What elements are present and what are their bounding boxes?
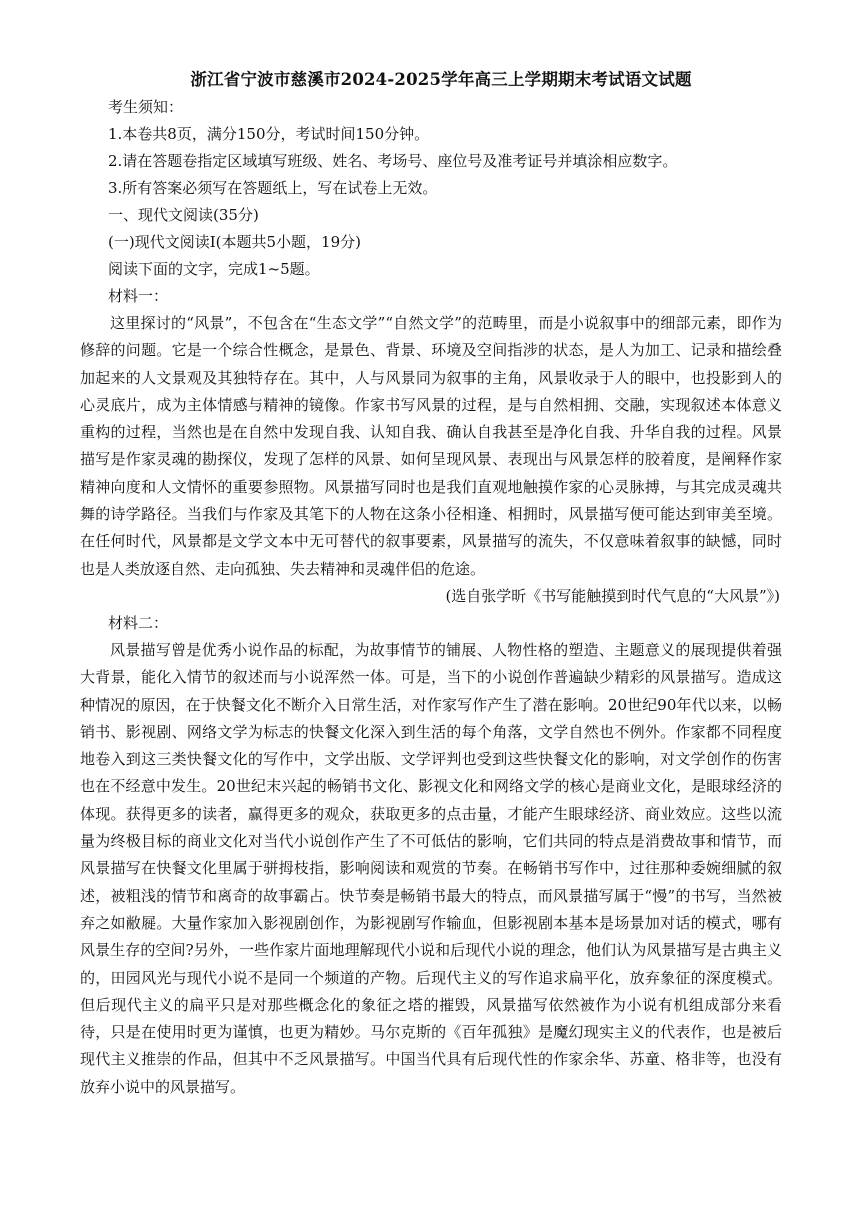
notice-heading: 考生须知： [108, 98, 184, 116]
notice-item-2: 2.请在答题卷指定区域填写班级、姓名、考场号、座位号及准考证号并填涂相应数字。 [108, 152, 678, 170]
subsection-heading: (一)现代文阅读Ⅰ(本题共5小题，19分) [108, 233, 361, 251]
reading-instruction: 阅读下面的文字，完成1~5题。 [108, 260, 320, 278]
material-one-label: 材料一： [108, 287, 169, 305]
material-two-label: 材料二： [108, 613, 169, 632]
material-one-text: 这里探讨的“风景”，不包含在“生态文学”“自然文学”的范畴里，而是小说叙事中的细部元素，即作为修辞的问题。它是一个综合性概念，是景色、背景、环境及空间指涉的状态，是人为加工、记录和描绘叠加起来的人文景观及其独特存在。其中，人与风景同为叙事的主角，风景收录于人的眼中，也投影到人的心灵底片，成为主体情感与精神的镜像。作家书写风景的过程，是与自然相拥、交融，实现叙述本体意义重构的过程，当然也是在自然中发现自我、认知自我、确认自我甚至是净化自我、升华自我的过程。风景描写是作家灵魂的勘探仪，发现了怎样的风景、如何呈现风景、表现出与风景怎样的胶着度，是阐释作家精神向度和人文情怀的重要参照物。风景描写同时也是我们直观地触摸作家的心灵脉搏，与其完成灵魂共舞的诗学路径。当我们与作家及其笔下的人物在这条小径相逢、相拥时，风景描写便可能达到审美至境。在任何时代，风景都是文学文本中无可替代的叙事要素，风景描写的流失，不仅意味着叙事的缺憾，同时也是人类放逐自然、走向孤独、失去精神和灵魂伴侣的危途。 [80, 314, 782, 578]
exam-page [80, 66, 782, 1101]
notice-item-3: 3.所有答案必须写在答题纸上，写在试卷上无效。 [108, 179, 438, 197]
section-heading: 一、现代文阅读(35分) [108, 206, 259, 224]
page-title: 浙江省宁波市慈溪市2024-2025学年高三上学期期末考试语文试题 [190, 70, 692, 89]
material-one-source: (选自张学昕《书写能触摸到时代气息的“大风景”》) [445, 586, 780, 605]
material-two-text: 风景描写曾是优秀小说作品的标配，为故事情节的铺展、人物性格的塑造、主题意义的展现提供着强大背景，能化入情节的叙述而与小说浑然一体。可是，当下的小说创作普遍缺少精彩的风景描写。造成这种情况的原因，在于快餐文化不断介入日常生活，对作家写作产生了潜在影响。20世纪90年代以来，以畅销书、影视剧、网络文学为标志的快餐文化深入到生活的每个角落，文学自然也不例外。作家都不同程度地卷入到这三类快餐文化的写作中，文学出版、文学评判也受到这些快餐文化的影响，对文学创作的伤害也在不经意中发生。20世纪末兴起的畅销书文化、影视文化和网络文学的核心是商业文化，是眼球经济的体现。获得更多的读者，赢得更多的观众，获取更多的点击量，才能产生眼球经济、商业效应。这些以流量为终极目标的商业文化对当代小说创作产生了不可低估的影响，它们共同的特点是消费故事和情节，而风景描写在快餐文化里属于骈拇枝指，影响阅读和观赏的节奏。在畅销书写作中，过往那种委婉细腻的叙述，被粗浅的情节和离奇的故事霸占。快节奏是畅销书最大的特点，而风景描写属于“慢”的书写，当然被弃之如敝屣。大量作家加入影视剧创作，为影视剧写作输血，但影视剧本基本是场景加对话的模式，哪有风景生存的空间?另外，一些作家片面地理解现代小说和后现代小说的理念，他们认为风景描写是古典主义的，田园风光与现代小说不是同一个频道的产物。后现代主义的写作追求扁平化，放弃象征的深度模式。但后现代主义的扁平只是对那些概念化的象征之塔的摧毁，风景描写依然被作为小说有机组成部分来看待，只是在使用时更为谨慎，也更为精妙。马尔克斯的《百年孤独》是魔幻现实主义的代表作，也是被后现代主义推崇的作品，但其中不乏风景描写。中国当代具有后现代性的作家余华、苏童、格非等，也没有放弃小说中的风景描写。 [80, 640, 782, 1096]
notice-item-1: 1.本卷共8页，满分150分，考试时间150分钟。 [108, 125, 430, 143]
